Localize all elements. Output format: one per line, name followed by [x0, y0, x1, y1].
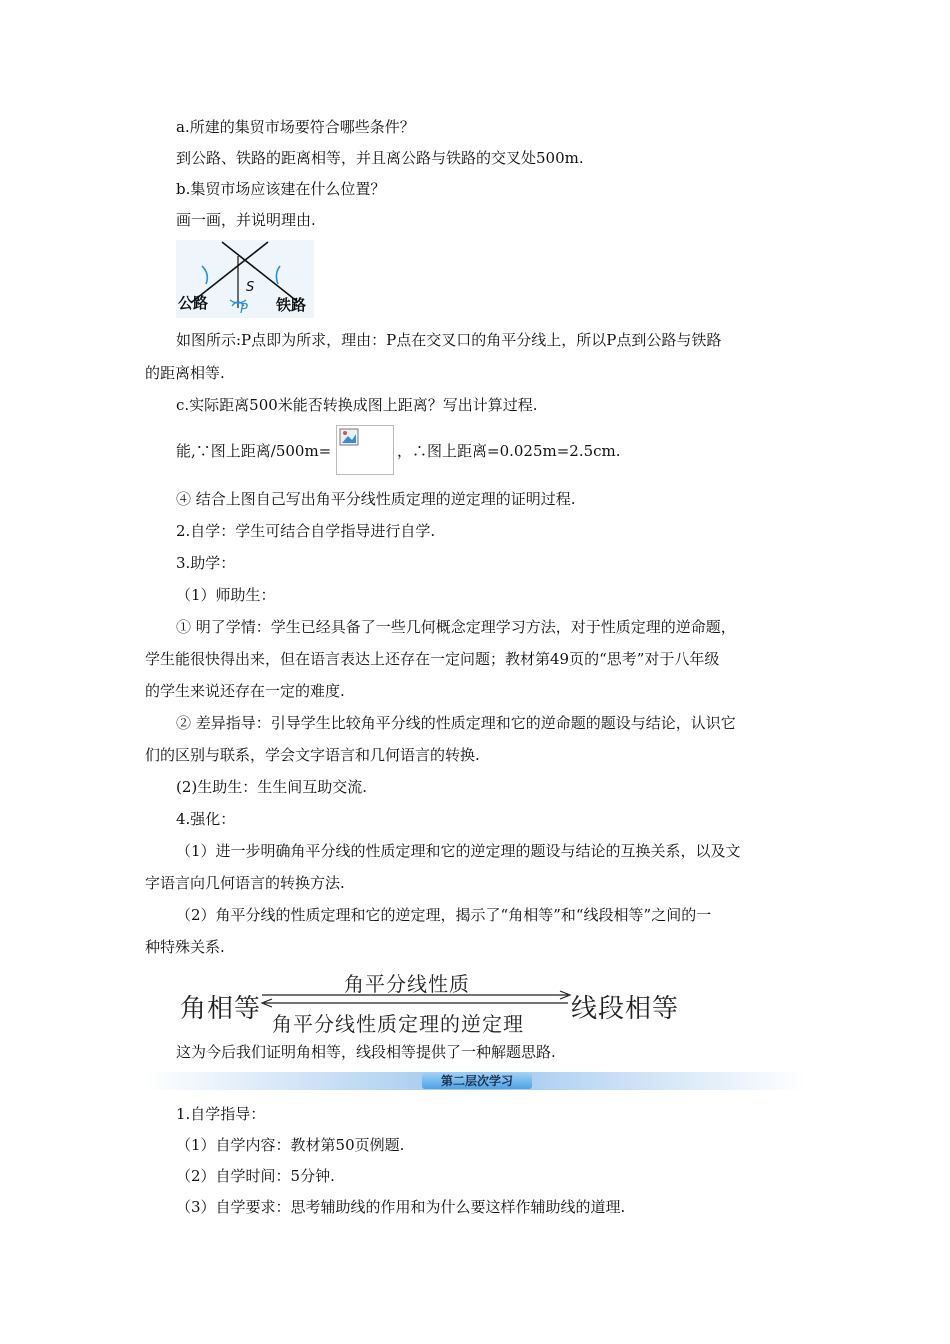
- relation-diagram: [176, 968, 716, 1038]
- text-line: 们的区别与联系，学会文字语言和几何语言的转换.: [145, 746, 480, 764]
- broken-image-placeholder: [336, 425, 394, 475]
- text-line: 的学生来说还存在一定的难度.: [145, 682, 345, 700]
- text-line: b.集贸市场应该建在什么位置？: [176, 180, 386, 198]
- text-line: 4.强化：: [176, 810, 236, 828]
- text-line: ① 明了学情：学生已经具备了一些几何概念定理学习方法，对于性质定理的逆命题，: [176, 618, 736, 636]
- road-intersection-figure: [176, 240, 314, 318]
- text-line: 的距离相等.: [145, 364, 225, 382]
- relation-right-term: 线段相等: [571, 994, 680, 1024]
- text-line: 种特殊关系.: [145, 938, 225, 956]
- text-line: 字语言向几何语言的转换方法.: [145, 874, 345, 892]
- road-label-railway: 铁路: [276, 296, 307, 314]
- text-line: 如图所示:P点即为所求，理由：P点在交叉口的角平分线上，所以P点到公路与铁路: [176, 331, 722, 349]
- text-line: 这为今后我们证明角相等，线段相等提供了一种解题思路.: [176, 1043, 556, 1061]
- text-line: ② 差异指导：引导学生比较角平分线的性质定理和它的逆命题的题设与结论，认识它: [176, 714, 736, 732]
- text-line: ，∴图上距离=0.025m=2.5cm.: [397, 442, 621, 460]
- text-line: （1）自学内容：教材第50页例题.: [176, 1136, 405, 1154]
- text-line: 画一画，并说明理由.: [176, 211, 316, 229]
- text-line: 1.自学指导：: [176, 1105, 266, 1123]
- section-banner-label: 第二层次学习: [422, 1073, 532, 1089]
- relation-left-term: 角相等: [180, 994, 262, 1024]
- text-line: 3.助学：: [176, 554, 236, 572]
- relation-bottom-label: 角平分线性质定理的逆定理: [272, 1012, 524, 1036]
- point-label-p: P: [240, 302, 248, 317]
- text-line: a.所建的集贸市场要符合哪些条件？: [176, 118, 415, 136]
- text-line: c.实际距离500米能否转换成图上距离？写出计算过程.: [176, 396, 538, 414]
- road-label-highway: 公路: [178, 294, 209, 312]
- relation-top-label: 角平分线性质: [344, 972, 470, 996]
- text-line: 2.自学：学生可结合自学指导进行自学.: [176, 522, 436, 540]
- text-line: 到公路、铁路的距离相等，并且离公路与铁路的交叉处500m.: [176, 149, 584, 167]
- text-line: （3）自学要求：思考辅助线的作用和为什么要这样作辅助线的道理.: [176, 1198, 626, 1216]
- point-label-s: S: [246, 280, 255, 295]
- text-line: (2)生助生：生生间互助交流.: [176, 778, 368, 796]
- text-line: 能,∵图上距离/500m=: [176, 442, 332, 460]
- text-line: 学生能很快得出来，但在语言表达上还存在一定问题；教材第49页的“思考”对于八年级: [145, 650, 720, 668]
- text-line: （2）角平分线的性质定理和它的逆定理，揭示了“角相等”和“线段相等”之间的一: [176, 906, 712, 924]
- text-line: ④ 结合上图自己写出角平分线性质定理的逆定理的证明过程.: [176, 490, 576, 508]
- text-line: （1）师助生：: [176, 586, 276, 604]
- text-line: （2）自学时间：5分钟.: [176, 1167, 335, 1185]
- text-line: （1）进一步明确角平分线的性质定理和它的逆定理的题设与结论的互换关系，以及文: [176, 842, 741, 860]
- double-arrow-icon: [256, 990, 576, 1010]
